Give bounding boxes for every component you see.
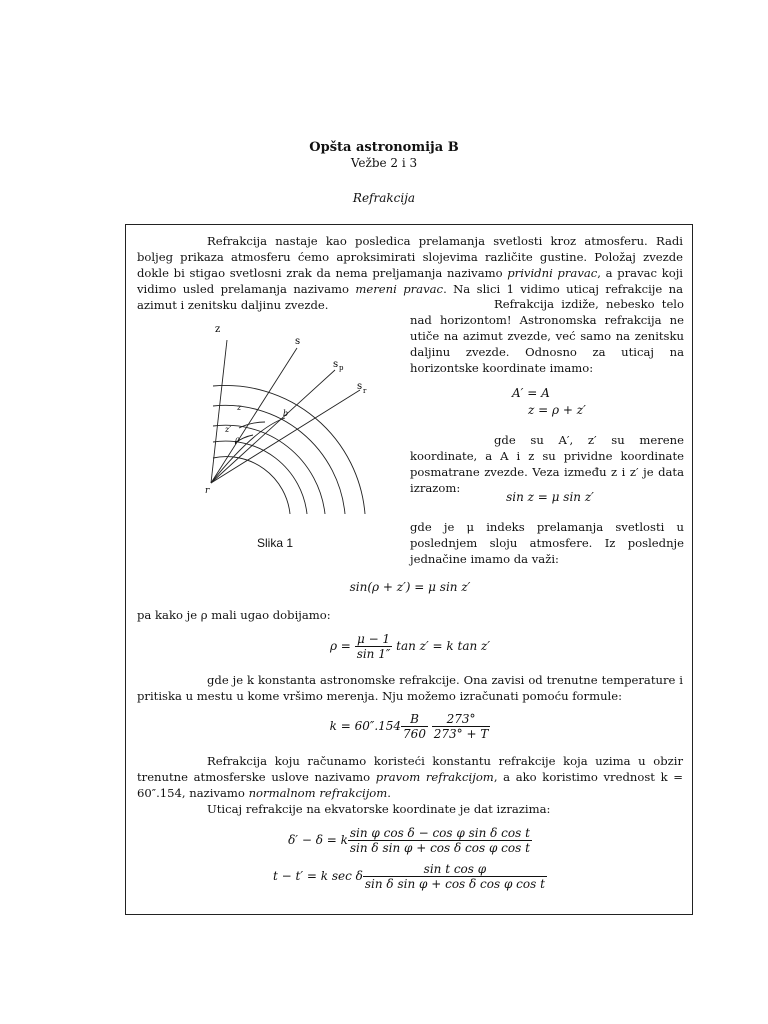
- equation-zenith: z = ρ + z′: [528, 403, 586, 417]
- eq-k-num2: 273°: [432, 712, 491, 727]
- atmosphere-layer-5: [213, 457, 290, 514]
- eq-delta-fraction: [348, 826, 532, 855]
- equation-rho: [137, 632, 683, 661]
- eq-t-num: sin t cos φ: [363, 862, 547, 877]
- eq-k-num1: B: [401, 712, 428, 727]
- rho-paragraph: pa kako je ρ mali ugao dobijamo:: [137, 608, 331, 622]
- label-sp-sub: p: [339, 364, 344, 372]
- equation-k: [137, 712, 683, 741]
- types-text-1: Refrakcija koju računamo koristeći konstantu refrakcije koja uzima u obzir trenutne atmosferske uslove nazivamo: [137, 754, 683, 784]
- label-zprime: z′: [225, 425, 232, 434]
- types-text-3: .: [387, 786, 391, 800]
- label-sm: s: [357, 381, 363, 392]
- eq-delta-num: sin φ cos δ − cos φ sin δ cos t: [349, 826, 530, 840]
- intro-text-1: Refrakcija nastaje kao posledica prelamanja svetlosti kroz atmosferu. Radi boljeg prikaza atmosferu ćemo aproksimirati slojevima različite gustine. Položaj zvezde dokle bi stigao svetlosni zrak da nema preljamanja nazivamo: [137, 234, 683, 280]
- label-s: s: [295, 336, 301, 347]
- eq-delta-den: sin δ sin φ + cos δ cos φ cos t: [349, 841, 530, 855]
- label-b: b: [283, 409, 289, 418]
- line-sm: [211, 390, 360, 483]
- eq-k-frac-1: [401, 712, 428, 741]
- term-normalna-refrakcija: normalnom refrakcijom: [248, 786, 388, 800]
- label-observer: r: [205, 486, 210, 496]
- equation-sin-rho: sin(ρ + z′) = μ sin z′: [349, 580, 471, 594]
- term-mereni-pravac: mereni pravac: [355, 282, 444, 296]
- eq-t-fraction: [363, 862, 547, 891]
- atmosphere-layer-1: [213, 405, 345, 514]
- page-subtitle: Vežbe 2 i 3: [350, 156, 418, 170]
- eq-k-lhs: k = 60″.154: [329, 719, 402, 733]
- eq-rho-lhs: ρ =: [329, 639, 355, 653]
- eq-k-den1: 760: [403, 727, 426, 741]
- k-paragraph: gde je k konstanta astronomske refrakcije. Ona zavisi od trenutne temperature i pritiska u mestu u kome vršimo merenja. Nju možemo izračunati pomoću formule:: [137, 673, 683, 703]
- label-sm-sub: r: [363, 387, 367, 395]
- intro-text-3: . Na slici 1 vidimo uticaj refrakcije na azimut i zenitsku daljinu zvezde.: [137, 282, 684, 312]
- label-zenith: z: [215, 324, 221, 335]
- equation-azimuth: A′ = A: [512, 386, 550, 400]
- types-paragraph: [137, 753, 683, 801]
- eq-t-lhs: t − t′ = k sec δ: [273, 869, 363, 883]
- eq-rho-num: μ − 1: [355, 632, 393, 647]
- atmosphere-layer-2: [213, 385, 365, 514]
- label-z-small: z: [237, 403, 242, 412]
- equation-delta: [137, 826, 683, 855]
- eq-rho-fraction: [355, 632, 393, 661]
- term-prividni-pravac: prividni pravac: [507, 266, 598, 280]
- page-title: Opšta astronomija B: [309, 140, 459, 155]
- right-paragraph-2: gde su A′, z′ su merene koordinate, a A i z su prividne koordinate posmatrane zvezde. Veza između z i z′ je data izrazom:: [410, 433, 684, 495]
- eq-t-den: sin δ sin φ + cos δ cos φ cos t: [364, 877, 545, 891]
- equation-snell: sin z = μ sin z′: [506, 490, 594, 504]
- refraction-figure: [195, 318, 405, 518]
- intro-text-2: , a pravac koji vidimo usled prelamanja nazivamo: [137, 266, 684, 296]
- eq-k-den2: 273° + T: [433, 727, 489, 741]
- eq-k-frac-2: [432, 712, 491, 741]
- right-paragraph-3: gde je μ indeks prelamanja svetlosti u poslednjem sloju atmosfere. Iz poslednje jednačine imamo da važi:: [410, 520, 684, 566]
- eq-rho-den: sin 1″: [356, 647, 391, 661]
- eq-rho-rhs: tan z′ = k tan z′: [392, 639, 491, 653]
- ekv-paragraph: Uticaj refrakcije na ekvatorske koordinate je dat izrazima:: [207, 802, 551, 816]
- types-text-2: , a ako koristimo vrednost k = 60″.154, nazivamo: [137, 770, 684, 800]
- section-title: Refrakcija: [352, 191, 416, 205]
- term-prava-refrakcija: pravom refrakcijom: [375, 770, 494, 784]
- eq-delta-lhs: δ′ − δ = k: [288, 833, 348, 847]
- label-rho: ρ: [235, 435, 240, 444]
- equation-t: [137, 862, 683, 891]
- figure-caption: Slika 1: [256, 536, 294, 550]
- label-sp: s: [333, 359, 339, 370]
- right-paragraph-1: Refrakcija izdiže, nebesko telo nad horizontom! Astronomska refrakcija ne utiče na azimut zvezde, već samo na zenitsku daljinu zvezde. Odnosno za uticaj na horizontske koordinate imamo:: [410, 297, 684, 375]
